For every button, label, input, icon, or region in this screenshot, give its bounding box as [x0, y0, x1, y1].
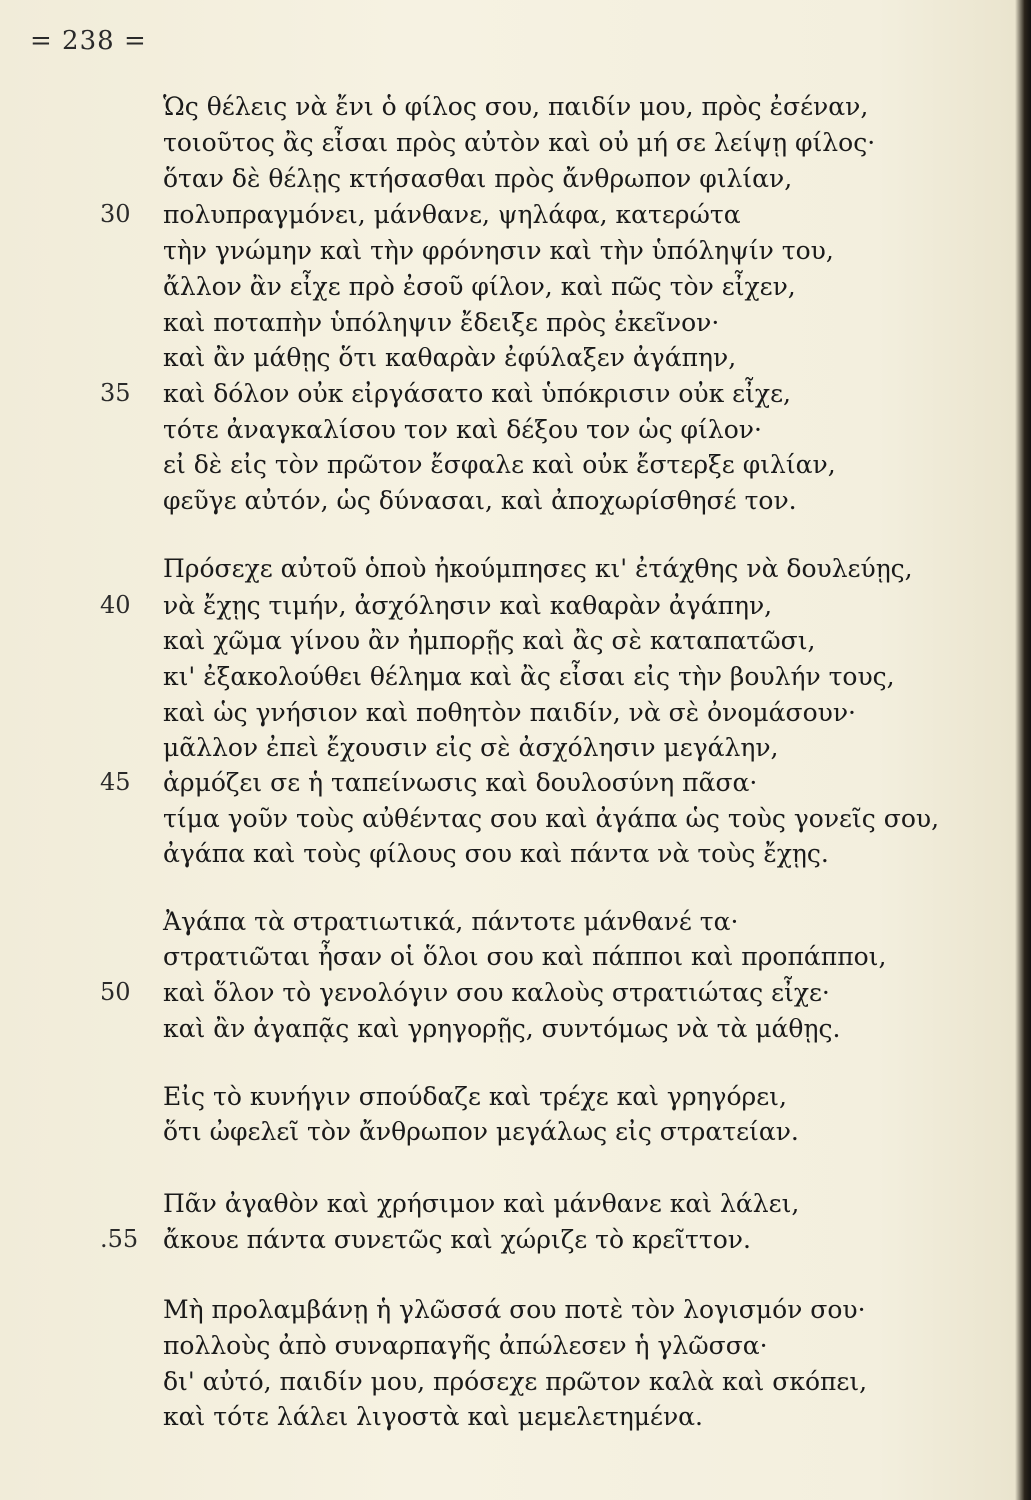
- line-number: 50: [100, 978, 131, 1006]
- line-number: 40: [100, 591, 131, 619]
- verse-line: τίμα γοῦν τοὺς αὐθέντας σου καὶ ἀγάπα ὡς τοὺς γονεῖς σου,: [163, 804, 940, 833]
- verse-line: καὶ χῶμα γίνου ἂν ἠμπορῇς καὶ ἂς σὲ καταπατῶσι,: [163, 626, 816, 655]
- verse-line: καὶ ὅλον τὸ γενολόγιν σου καλοὺς στρατιώτας εἶχε·: [163, 978, 830, 1007]
- page-number: = 238 =: [30, 26, 147, 56]
- verse-line: καὶ ἂν ἀγαπᾷς καὶ γρηγορῇς, συντόμως νὰ τὰ μάθῃς.: [163, 1014, 841, 1043]
- verse-line: ὅταν δὲ θέλῃς κτήσασθαι πρὸς ἄνθρωπον φιλίαν,: [163, 164, 793, 193]
- verse-line: ἄλλον ἂν εἶχε πρὸ ἐσοῦ φίλον, καὶ πῶς τὸν εἶχεν,: [163, 272, 796, 301]
- verse-line: καὶ ἂν μάθῃς ὅτι καθαρὰν ἐφύλαξεν ἀγάπην,: [163, 343, 737, 372]
- verse-line: Μὴ προλαμβάνῃ ἡ γλῶσσά σου ποτὲ τὸν λογισμόν σου·: [163, 1295, 866, 1324]
- verse-line: ἄκουε πάντα συνετῶς καὶ χώριζε τὸ κρεῖττον.: [163, 1225, 751, 1254]
- verse-line: νὰ ἔχῃς τιμήν, ἀσχόλησιν καὶ καθαρὰν ἀγάπην,: [163, 591, 773, 620]
- verse-line: καὶ ὡς γνήσιον καὶ ποθητὸν παιδίν, νὰ σὲ ὀνομάσουν·: [163, 698, 856, 727]
- verse-line: Ὡς θέλεις νὰ ἔνι ὁ φίλος σου, παιδίν μου, πρὸς ἐσέναν,: [163, 92, 869, 121]
- verse-line: ὅτι ὠφελεῖ τὸν ἄνθρωπον μεγάλως εἰς στρατείαν.: [163, 1117, 799, 1146]
- verse-line: Ἀγάπα τὰ στρατιωτικά, πάντοτε μάνθανέ τα·: [163, 907, 739, 936]
- verse-line: ἁρμόζει σε ἡ ταπείνωσις καὶ δουλοσύνη πᾶσα·: [163, 768, 758, 797]
- verse-line: μᾶλλον ἐπεὶ ἔχουσιν εἰς σὲ ἀσχόλησιν μεγάλην,: [163, 733, 779, 762]
- page-edge-shadow: [1015, 0, 1031, 1500]
- verse-line: καὶ ποταπὴν ὑπόληψιν ἔδειξε πρὸς ἐκεῖνον·: [163, 308, 720, 337]
- verse-line: τότε ἀναγκαλίσου τον καὶ δέξου τον ὡς φίλον·: [163, 415, 762, 444]
- verse-line: Πρόσεχε αὐτοῦ ὁποὺ ἠκούμπησες κι' ἐτάχθης νὰ δουλεύῃς,: [163, 554, 913, 583]
- verse-line: τὴν γνώμην καὶ τὴν φρόνησιν καὶ τὴν ὑπόληψίν του,: [163, 236, 834, 265]
- line-number: 35: [100, 379, 131, 407]
- verse-line: ἀγάπα καὶ τοὺς φίλους σου καὶ πάντα νὰ τοὺς ἔχῃς.: [163, 839, 829, 868]
- line-number: 45: [100, 768, 131, 796]
- line-number: .55: [100, 1225, 139, 1253]
- verse-line: στρατιῶται ἦσαν οἱ ὅλοι σου καὶ πάπποι καὶ προπάπποι,: [163, 942, 887, 971]
- verse-line: Εἰς τὸ κυνήγιν σπούδαζε καὶ τρέχε καὶ γρηγόρει,: [163, 1082, 787, 1111]
- verse-line: εἰ δὲ εἰς τὸν πρῶτον ἔσφαλε καὶ οὐκ ἔστερξε φιλίαν,: [163, 450, 836, 479]
- verse-line: φεῦγε αὐτόν, ὡς δύνασαι, καὶ ἀποχωρίσθησέ τον.: [163, 486, 797, 515]
- verse-line: τοιοῦτος ἂς εἶσαι πρὸς αὐτὸν καὶ οὐ μή σε λείψῃ φίλος·: [163, 128, 876, 157]
- verse-line: καὶ δόλον οὐκ εἰργάσατο καὶ ὑπόκρισιν οὐκ εἶχε,: [163, 379, 791, 408]
- verse-line: δι' αὐτό, παιδίν μου, πρόσεχε πρῶτον καλὰ καὶ σκόπει,: [163, 1367, 868, 1396]
- verse-line: κι' ἐξακολούθει θέλημα καὶ ἂς εἶσαι εἰς τὴν βουλήν τους,: [163, 662, 895, 691]
- verse-line: πολυπραγμόνει, μάνθανε, ψηλάφα, κατερώτα: [163, 200, 741, 229]
- verse-line: πολλοὺς ἀπὸ συναρπαγῆς ἀπώλεσεν ἡ γλῶσσα·: [163, 1331, 768, 1360]
- verse-line: Πᾶν ἀγαθὸν καὶ χρήσιμον καὶ μάνθανε καὶ λάλει,: [163, 1189, 800, 1218]
- line-number: 30: [100, 200, 131, 228]
- verse-line: καὶ τότε λάλει λιγοστὰ καὶ μεμελετημένα.: [163, 1402, 703, 1431]
